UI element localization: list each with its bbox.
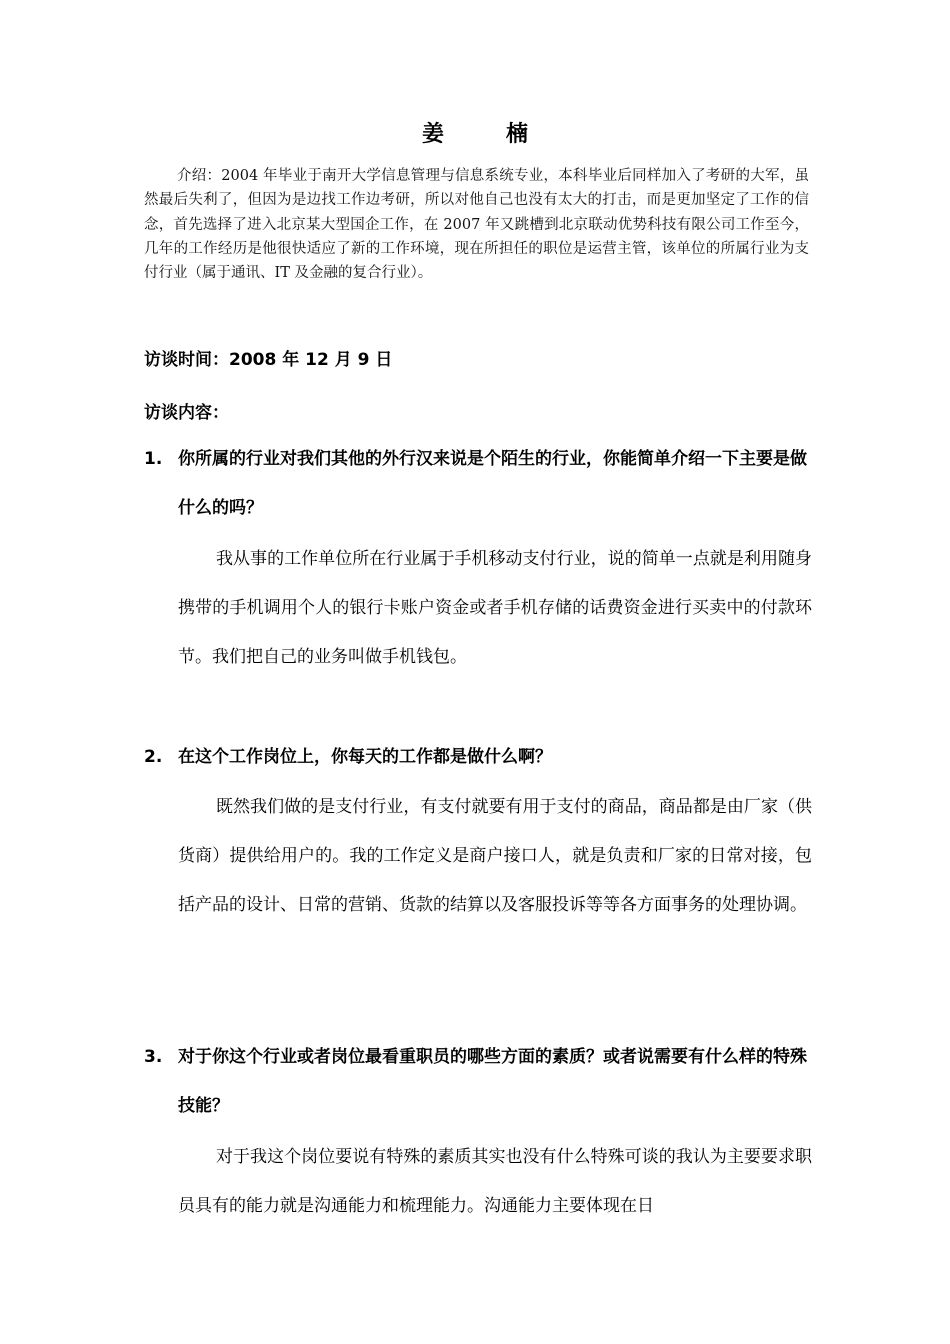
question-text: 对于你这个行业或者岗位最看重职员的哪些方面的素质？或者说需要有什么样的特殊技能？ (178, 1047, 807, 1116)
answer-1: 我从事的工作单位所在行业属于手机移动支付行业，说的简单一点就是利用随身携带的手机调用个人的银行卡账户资金或者手机存储的话费资金进行买卖中的付款环节。我们把自己的业务叫做手机钱包。 (178, 549, 812, 667)
question-3 (144, 1033, 812, 1131)
question-text: 在这个工作岗位上，你每天的工作都是做什么啊？ (178, 747, 552, 767)
question-number: 3. (144, 1047, 163, 1067)
interview-time: 访谈时间：2008 年 12 月 9 日 (144, 350, 393, 370)
interview-content-label: 访谈内容： (144, 403, 229, 423)
answer-2: 既然我们做的是支付行业，有支付就要有用于支付的商品，商品都是由厂家（供货商）提供给用户的。我的工作定义是商户接口人，就是负责和厂家的日常对接，包括产品的设计、日常的营销、货款的结算以及客服投诉等等各方面事务的处理协调。 (178, 797, 812, 915)
question-2 (144, 733, 812, 782)
question-number: 2. (144, 747, 163, 767)
intro-paragraph: 介绍：2004 年毕业于南开大学信息管理与信息系统专业，本科毕业后同样加入了考研的大军，虽然最后失利了，但因为是边找工作边考研，所以对他自己也没有太大的打击，而是更加坚定了工作的信念，首先选择了进入北京某大型国企工作，在 2007 年又跳槽到北京联动优势科技有限公司工作至今，几年的工作经历是他很快适应了新的工作环境，现在所担任的职位是运营主管，该单位的所属行业为支付行业（属于通讯、IT 及金融的复合行业）。 (144, 168, 809, 282)
question-text: 你所属的行业对我们其他的外行汉来说是个陌生的行业，你能简单介绍一下主要是做什么的吗？ (178, 449, 807, 518)
question-1 (144, 435, 812, 533)
answer-3: 对于我这个岗位要说有特殊的素质其实也没有什么特殊可谈的我认为主要要求职员具有的能力就是沟通能力和梳理能力。沟通能力主要体现在日 (178, 1147, 812, 1216)
question-number: 1. (144, 449, 163, 469)
page-title: 姜 楠 (421, 122, 548, 147)
